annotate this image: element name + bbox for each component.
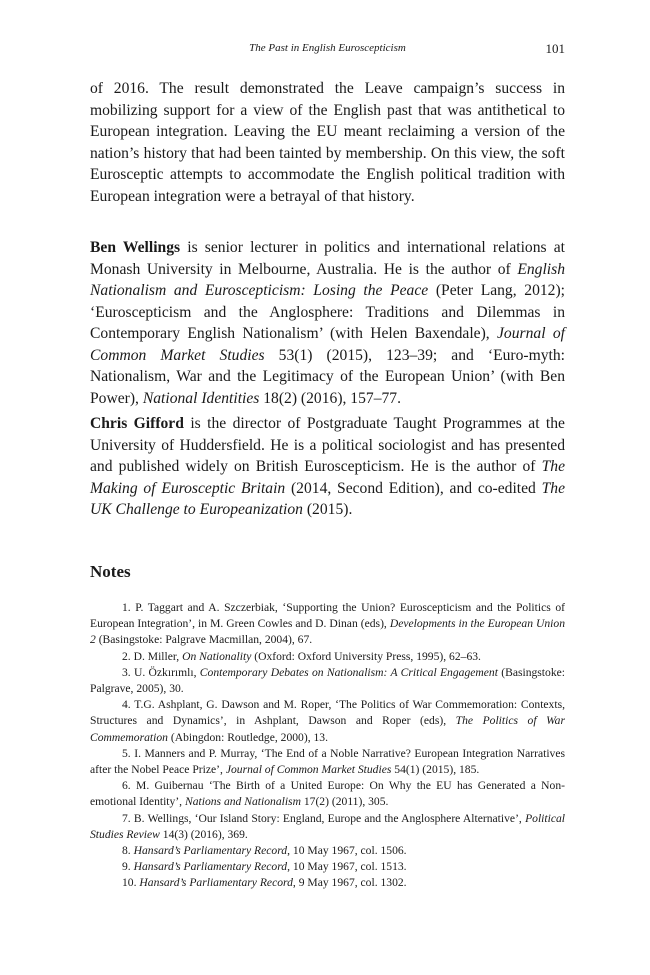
- notes-list: [90, 600, 565, 892]
- note-number: 5.: [122, 746, 131, 760]
- text-run: (Basingstoke: Palgrave Macmillan, 2004), 67.: [95, 633, 313, 647]
- italic-title: Developments in the European Union 2: [90, 617, 565, 647]
- note-item: [90, 746, 565, 778]
- text-run: 53(1) (2015), 123–39; and ‘Euro-myth: Nationalism, War and the Legitimacy of the European Union’ (with Ben Power),: [90, 346, 565, 407]
- italic-title: Nations and Nationalism: [184, 795, 301, 809]
- note-number: 7.: [122, 811, 131, 825]
- author-name: Chris Gifford: [90, 415, 184, 432]
- text-run: , 10 May 1967, col. 1506.: [287, 844, 407, 858]
- italic-title: Journal of Common Market Studies: [90, 325, 565, 364]
- note-number: 6.: [122, 779, 131, 793]
- text-run: D. Miller,: [130, 649, 183, 663]
- text-run: , 10 May 1967, col. 1513.: [287, 860, 407, 874]
- body-paragraph: of 2016. The result demonstrated the Leave campaign’s success in mobilizing support for a view of the English past that was antithetical to European integration. Leaving the EU meant reclaiming a version of the nation’s history that had been tainted by membership. On this view, the soft Eurosceptic attempts to accommodate the English political tradition with European integration were a betrayal of that history.: [90, 80, 565, 205]
- italic-title: On Nationality: [182, 649, 252, 663]
- italic-title: The Politics of War Commemoration: [90, 714, 565, 744]
- text-run: T.G. Ashplant, G. Dawson and M. Roper, ‘The Politics of War Commemoration: Contexts, Structures and Dynamics’, in Ashplant, Dawson and Roper (eds),: [90, 698, 565, 728]
- note-item: [90, 859, 565, 875]
- author-bio: [90, 237, 565, 409]
- note-item: [90, 600, 565, 649]
- text-run: M. Guibernau ‘The Birth of a United Europe: On Why the EU has Generated a Non-emotional Identity’,: [90, 779, 565, 809]
- text-run: (Peter Lang, 2012); ‘Euroscepticism and the Anglosphere: Traditions and Dilemmas in Contemporary English Nationalism’ (with Helen Baxendale),: [90, 282, 565, 342]
- text-run: 18(2) (2016), 157–77.: [259, 389, 401, 407]
- italic-title: Hansard’s Parliamentary Record: [133, 860, 288, 874]
- text-run: P. Taggart and A. Szczerbiak, ‘Supporting the Union? Euroscepticism and the Politics of European Integration’, in M. Green Cowles and D. Dinan (eds),: [90, 601, 565, 631]
- page-number: 101: [545, 41, 565, 56]
- italic-title: National Identities: [142, 389, 260, 407]
- note-number: 2.: [122, 649, 131, 663]
- note-item: [90, 778, 565, 810]
- italic-title: The Making of Eurosceptic Britain: [90, 458, 565, 497]
- text-run: (2015).: [302, 501, 353, 518]
- text-run: 14(3) (2016), 369.: [159, 827, 248, 841]
- italic-title: Contemporary Debates on Nationalism: A Critical Engagement: [199, 665, 498, 679]
- notes-heading: Notes: [90, 562, 131, 581]
- text-run: is senior lecturer in politics and international relations at Monash University in Melbourne, Australia. He is the author of: [90, 239, 565, 278]
- text-run: (Basingstoke: Palgrave, 2005), 30.: [90, 665, 565, 696]
- text-run: (Oxford: Oxford University Press, 1995), 62–63.: [251, 649, 481, 663]
- italic-title: Hansard’s Parliamentary Record: [133, 844, 288, 858]
- note-number: 4.: [122, 698, 131, 712]
- italic-title: Journal of Common Market Studies: [225, 763, 392, 777]
- author-bio: [90, 413, 565, 521]
- note-item: [90, 843, 565, 859]
- text-run: (Abingdon: Routledge, 2000), 13.: [167, 730, 328, 744]
- note-item: [90, 811, 565, 843]
- text-run: , 9 May 1967, col. 1302.: [292, 876, 407, 890]
- italic-title: Political Studies Review: [90, 811, 565, 841]
- text-run: is the director of Postgraduate Taught Programmes at the University of Huddersfield. He is a political sociologist and has presented and published widely on British Euroscepticism. He is the author of: [90, 415, 565, 475]
- text-run: B. Wellings, ‘Our Island Story: England, Europe and the Anglosphere Alternative’,: [130, 811, 526, 825]
- note-item: [90, 649, 565, 665]
- running-head: The Past in English Euroscepticism: [249, 42, 406, 54]
- note-number: 10.: [122, 876, 137, 890]
- italic-title: The UK Challenge to Europeanization: [90, 479, 566, 518]
- text-run: 17(2) (2011), 305.: [300, 795, 389, 809]
- note-item: [90, 875, 565, 891]
- note-item: [90, 697, 565, 746]
- note-number: 8.: [122, 844, 131, 858]
- italic-title: English Nationalism and Euroscepticism: Losing the Peace: [90, 260, 565, 299]
- text-run: 54(1) (2015), 185.: [391, 763, 480, 777]
- note-number: 3.: [122, 665, 131, 679]
- italic-title: Hansard’s Parliamentary Record: [139, 876, 293, 890]
- note-number: 9.: [122, 860, 131, 874]
- text-run: (2014, Second Edition), and co-edited: [285, 479, 542, 497]
- text-run: U. Özkırımlı,: [130, 665, 200, 679]
- text-run: I. Manners and P. Murray, ‘The End of a Noble Narrative? European Integration Narratives after the Nobel Peace Prize’,: [90, 746, 565, 777]
- note-item: [90, 665, 565, 697]
- note-number: 1.: [122, 601, 131, 614]
- author-name: Ben Wellings: [90, 239, 181, 256]
